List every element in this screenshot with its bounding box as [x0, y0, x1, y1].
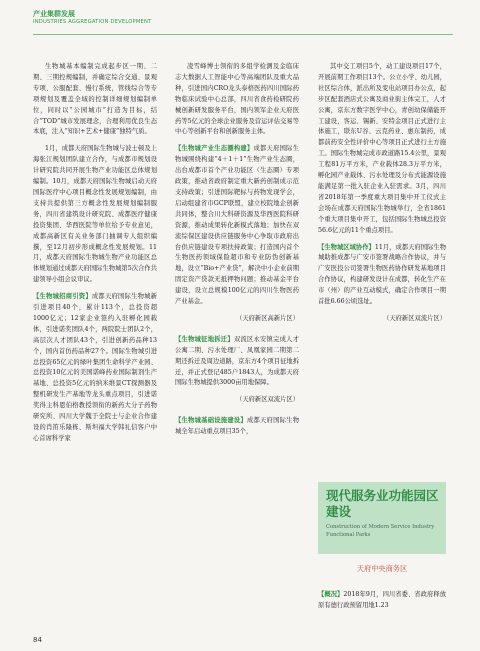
section-tag: 【生物城基础设施建设】: [175, 417, 247, 425]
feature-title: 现代服务业功能园区建设: [326, 488, 439, 519]
text-column-1: [33, 62, 157, 451]
section-tag: 【生物城区域协作】: [318, 243, 375, 251]
paragraph: [318, 243, 446, 308]
paragraph-text: 2018年9月，四川省委、省政府释放原有德行政预留用地1.23: [318, 591, 446, 609]
section-tag: 【生物城征地拆迁】: [175, 335, 234, 343]
feature-heading-box: [318, 482, 446, 554]
source-note: （天府新区双流片区）: [236, 396, 299, 404]
source-note: （天府新区双流片区）: [383, 314, 446, 322]
section-tag: 【生物城招商引资】: [33, 293, 92, 301]
text-column-2: [175, 62, 299, 444]
source-note: （天府新区高新片区）: [236, 314, 299, 322]
paragraph: [175, 416, 299, 438]
section-tag: 【概况】: [318, 591, 344, 598]
paragraph-text: 11月，成都天府国际生物城助推成都与广安市签署战略合作协议，并与广安医投公司签署生物医药协作研发基地项目合作协议，构建研发设计在成都，转化生产在市（州）的产业互动模式，确定合作项目一期首批6.66公顷选址。: [318, 243, 447, 306]
header-divider: [33, 34, 453, 35]
paragraph-text: 成都天府国际生物城全年启动重点项目35个，: [175, 417, 300, 436]
paragraph: [175, 335, 299, 390]
paragraph: 凌雪峰博士领衔的多组学检测及金临床志大数据人工智能中心等高端团队及重大品种，引进国内CRO龙头泰格医药四川国际药物临床试验中心总部，四川省食药检研院药械创新研发服务平台，国内领军企业天府医药等5亿元的全球企业服务及营运评估交易等中心等创新平台和创新服务主体。: [175, 63, 299, 136]
section-subtitle: INDUSTRIES AGGREGATION DEVELOPMENT: [33, 19, 152, 25]
section-title: 产业集群发展: [33, 10, 75, 18]
paragraph: 生物城基本编制完成起步区一期、二期、三期控规编制，并确定综合交通、景观专项、公服配套、慢行系统，管线综合等专项规划及覆盖全域的控制详细规划编制单位，同时以“公园城市”打造为目标，结合“TOD”城市发展理念，合理利用优良生态本底，注入“知识+艺术+健康”独特气质。: [33, 63, 157, 136]
text-column-3-bottom: [318, 590, 446, 618]
section-tag: 【生物城产业生态圈构建】: [175, 145, 254, 153]
paragraph-text: 成都天府国际生物城围绕构建“4＋1＋1”生物产业生态圈，出台成都市首个产业功能区（生态圈）专项政策，推动省政府制定重大新药创制成示范支持政策；引进国际靶标与药物发现学会，启动组建省市GCP联盟，建立校院地企创新共同体，整合川大科研资源及华西医院科研资源，推动成果转化新模式落地；加快在双流综保区建设供应链服务中心争取市政府出台供应链建设专项扶持政策；打造国内首个生物医药领域保险超市和专业防伪创新基地，设立“Bio+产业贷”，解决中小企业前期固定资产贷款无抵押物问题；推动基金平台建设，设立总规模100亿元的四川生物医药产业基金。: [175, 145, 299, 306]
page-number: 84: [33, 636, 42, 644]
feature-subtitle: 天府中央商务区: [356, 564, 408, 573]
paragraph: 1月，成都天府国际生物城与波士顿及上海张江规划团队建立合作，与成都市规划设计研究院共同开展生物产业功能区总体规划编制。10月，成都天府国际生物城启动天府国际医疗中心项目概念性发展规划编制，由支持共提供第三方概念性发展规划编制服务，四川省建筑设计研究院、成都医疗健康投资集团、华西医院等单位给予专业意见，成都高新区有关业务部门抽调专人组织编撰，至12月初步形成概念性发展规划。11月，成都天府国际生物城生物产业功能区总体规划通过成都天府国际生物城第5次合作共建领导小组会议审议。: [33, 145, 157, 284]
paragraph: 其中交工项目5个，动工建设项目17个，开展前期工作项目13个。公立小学、幼儿园，社区综合体，派出所及变电站项目办公点，起步区配套酒店式公寓及商业街主体完工，人才公寓，京东方数字医学中心，青创幼保储能开工建设，客运、锡新、安特金项目正式进行主体施工，联东U谷、云克药业、惠东制药，成都前药安全性评价中心等项目正式进行土方施工。国际生物城完成市政道路15.4公里，景观工程81万平方米，产业载体28.3万平方米，孵化园产业载体、污水处理及分布式能源设施能满足第一批入驻企业入驻需求。3月，四川省2018年第一季度重大项目集中开工仪式主会场在成都天府国际生物城举行，全省1861个重大项目集中开工，包括国际生物城总投资56.6亿元的11个重点项目。: [318, 63, 446, 234]
paragraph-text: 双流区永安镇完成人才公寓二期、污水处理厂、凤凰家园二期第二期还拆迁及周边道路，京东方4个项目征地拆迁，并正式登记485户1843人，为成都天府国际生物城提供3000亩用地保障。: [175, 335, 300, 387]
feature-english-title: Construction of Modern Service Industry Functional Parks: [326, 524, 435, 538]
running-header: [33, 10, 453, 26]
text-column-3: [318, 62, 446, 335]
paragraph: [318, 590, 446, 612]
paragraph: [175, 144, 299, 308]
paragraph-text: 成都天府国际生物城新引进项目40个，累计113个，总投资超1000亿元；12家企业签约入驻孵化园载体，引进诺奖团队4个，两院院士团队2个，高层次人才团队43个，引进创新药品种13个，国内首仿药品种27个。国际生物城引进总投资65亿元的绿叶集团生命科学产业园、总投资10亿元的美国诺峰药业国际制剂生产基地、总投资5亿元的纳米维景CT探测器及整机研发生产基地等龙头重点项目，引进诺奖得主科恩伯格教授领衔的新药大分子药物研究所、四川大学魏于全院士与企业合作建设的肖笛乐隆栋、斯坦福大学韩礼信客户中心首席科学家: [33, 293, 158, 442]
paragraph: [33, 292, 157, 445]
